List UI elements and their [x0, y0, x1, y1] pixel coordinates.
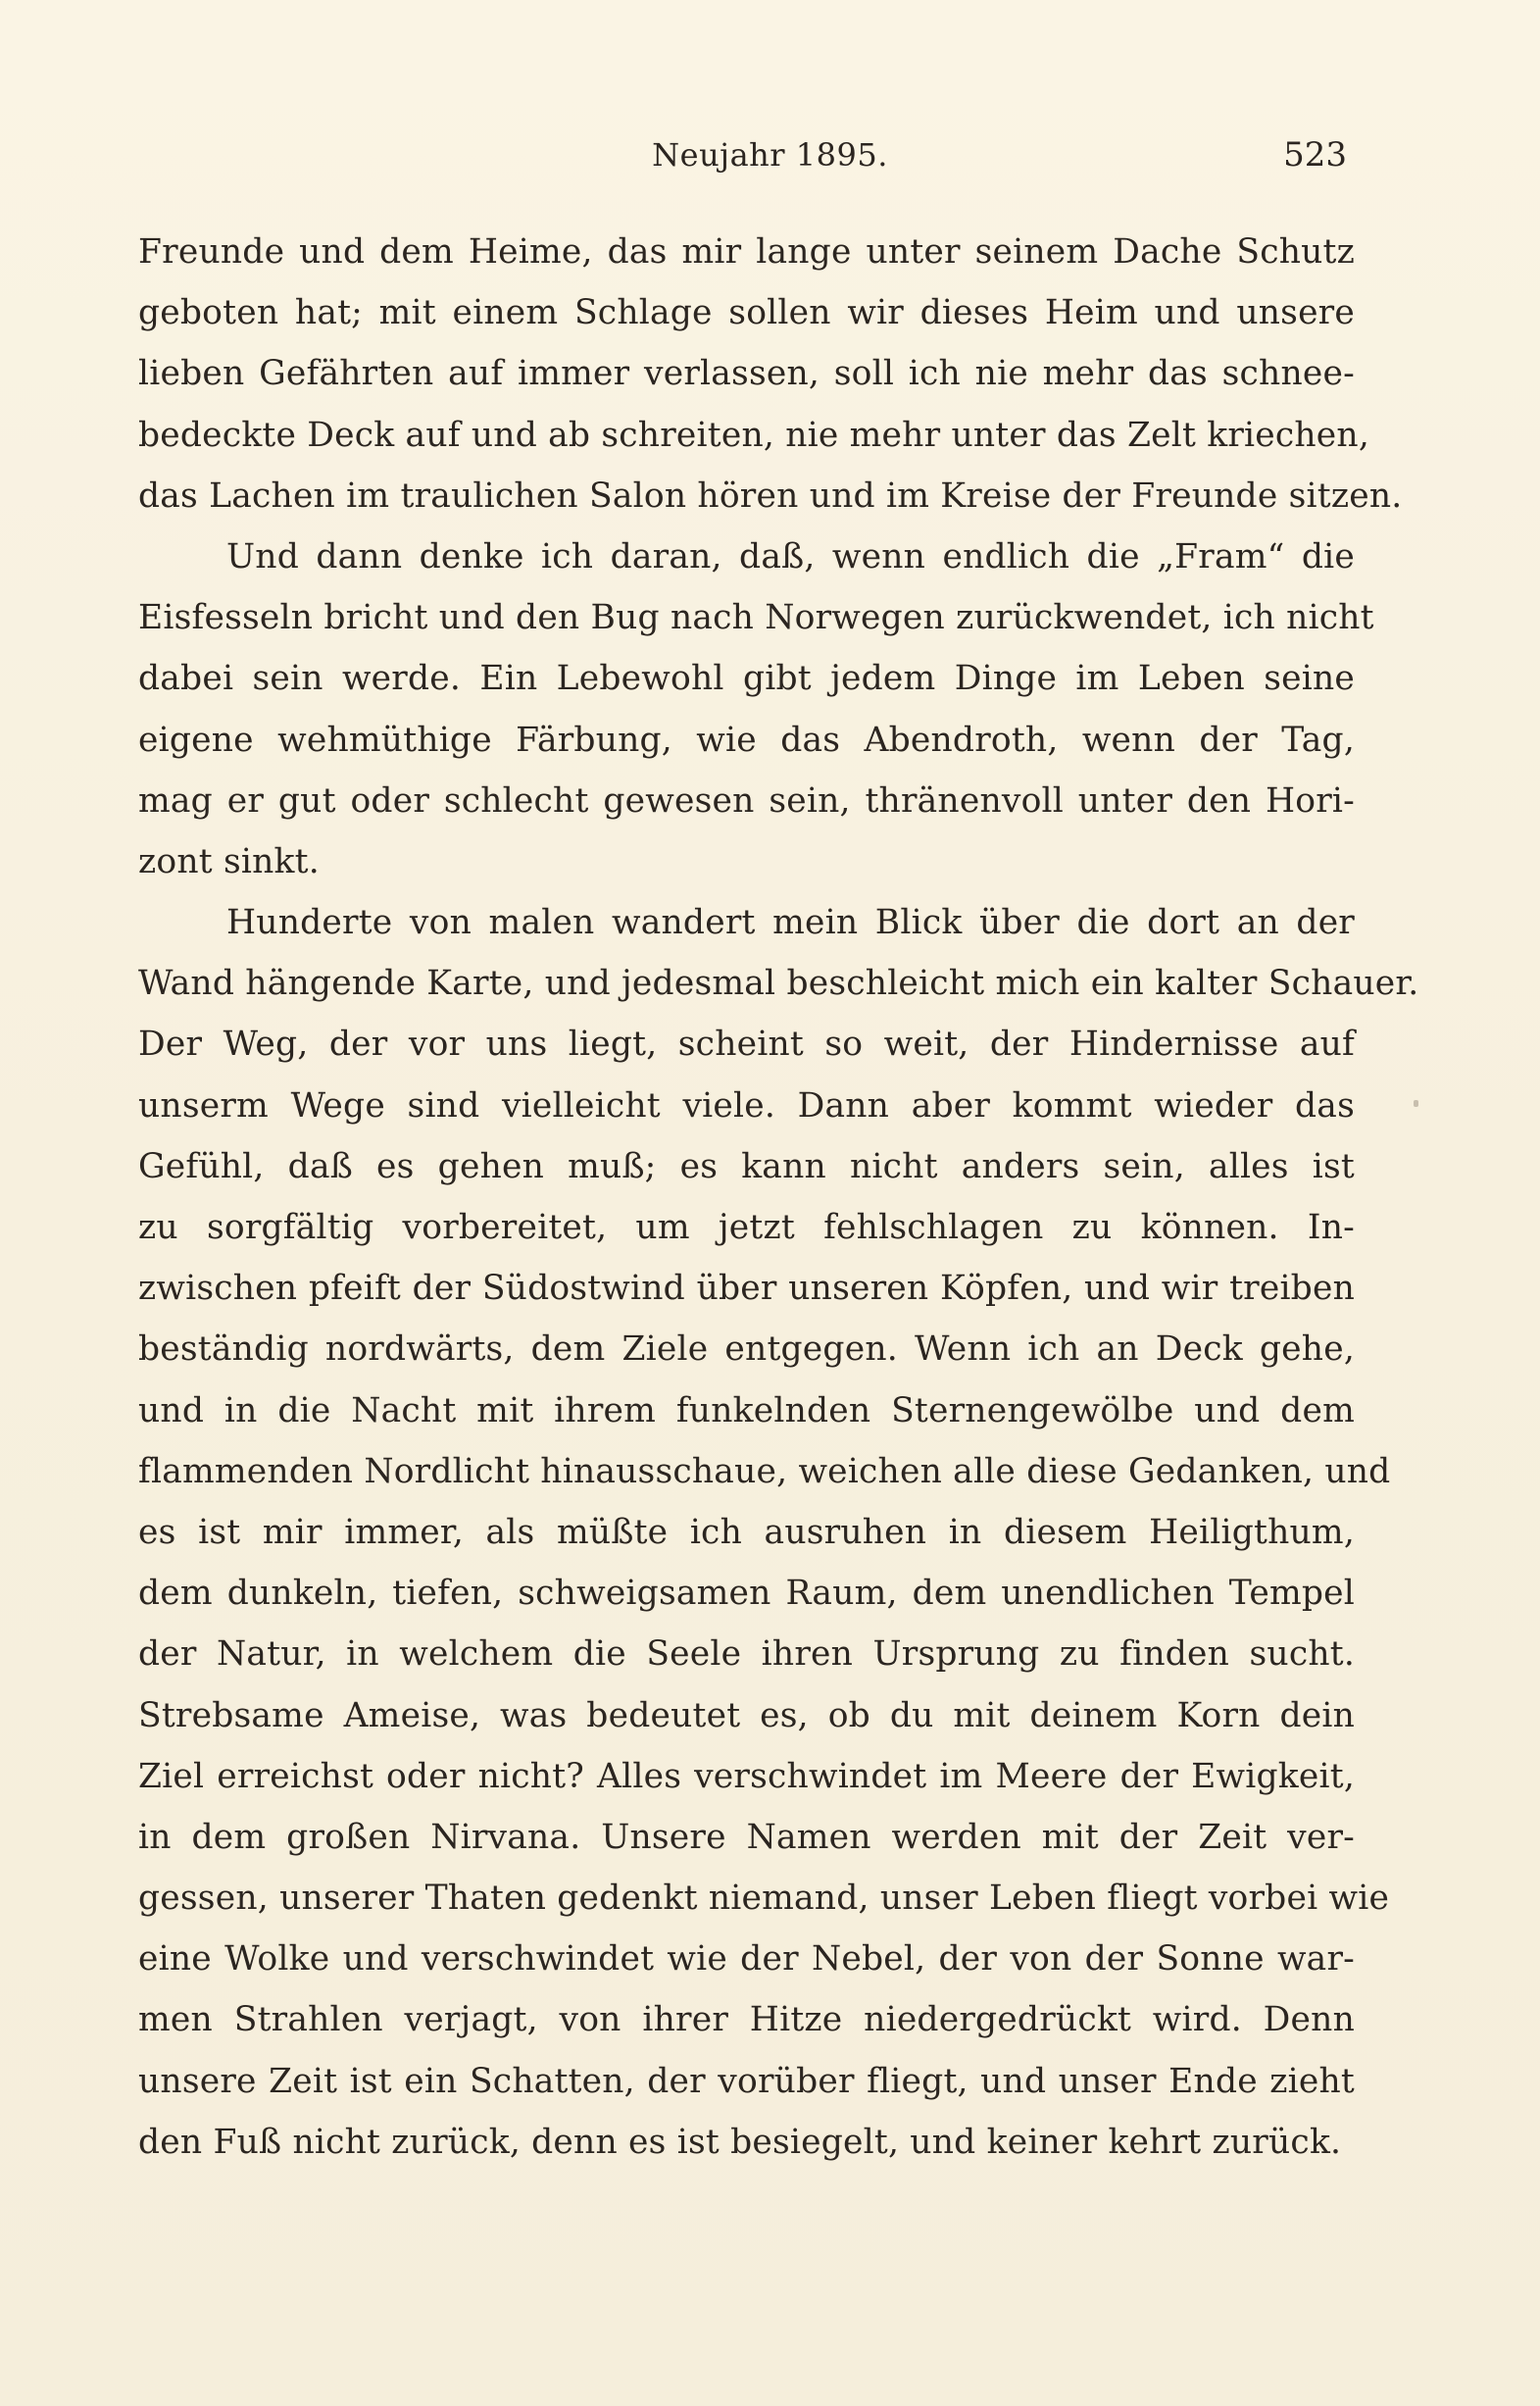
text-line: dabei sein werde. Ein Lebewohl gibt jedem Dinge im Leben seine: [138, 659, 1355, 699]
text-line: und in die Nacht mit ihrem funkelnden Sternengewölbe und dem: [138, 1390, 1355, 1430]
text-line: es ist mir immer, als müßte ich ausruhen in diesem Heiligthum,: [138, 1512, 1355, 1552]
text-line: men Strahlen verjagt, von ihrer Hitze niedergedrückt wird. Denn: [138, 2000, 1355, 2040]
text-line: beständig nordwärts, dem Ziele entgegen. Wenn ich an Deck gehe,: [138, 1329, 1355, 1370]
text-line: unsere Zeit ist ein Schatten, der vorüber fliegt, und unser Ende zieht: [138, 2061, 1355, 2101]
text-line: das Lachen im traulichen Salon hören und im Kreise der Freunde sitzen.: [138, 476, 1403, 516]
text-line: zwischen pfeift der Südostwind über unseren Köpfen, und wir treiben: [138, 1269, 1355, 1309]
paper-speck: [1414, 1100, 1418, 1107]
text-line: Eisfesseln bricht und den Bug nach Norwegen zurückwendet, ich nicht: [138, 598, 1374, 638]
text-line: eine Wolke und verschwindet wie der Nebel, der von der Sonne war-: [138, 1939, 1355, 1980]
text-line: Der Weg, der vor uns liegt, scheint so weit, der Hindernisse auf: [138, 1025, 1355, 1065]
running-title: Neujahr 1895.: [652, 136, 888, 174]
running-head: [0, 133, 1540, 176]
text-line: eigene wehmüthige Färbung, wie das Abendroth, wenn der Tag,: [138, 720, 1355, 760]
text-line: gessen, unserer Thaten gedenkt niemand, unser Leben fliegt vorbei wie: [138, 1879, 1390, 1919]
text-line: Strebsame Ameise, was bedeutet es, ob du mit deinem Korn dein: [138, 1695, 1355, 1735]
text-line: Ziel erreichst oder nicht? Alles verschwindet im Meere der Ewigkeit,: [138, 1756, 1355, 1796]
text-line: dem dunkeln, tiefen, schweigsamen Raum, dem unendlichen Tempel: [138, 1574, 1355, 1614]
text-line: bedeckte Deck auf und ab schreiten, nie mehr unter das Zelt kriechen,: [138, 415, 1370, 455]
text-line: in dem großen Nirvana. Unsere Namen werden mit der Zeit ver-: [138, 1817, 1355, 1857]
text-line: Freunde und dem Heime, das mir lange unter seinem Dache Schutz: [138, 232, 1355, 272]
text-line: mag er gut oder schlecht gewesen sein, thränenvoll unter den Hori-: [138, 780, 1355, 821]
text-line: geboten hat; mit einem Schlage sollen wir dieses Heim und unsere: [138, 293, 1355, 333]
paragraph-start-line: Hunderte von malen wandert mein Blick über die dort an der: [226, 903, 1355, 943]
text-line: zu sorgfältig vorbereitet, um jetzt fehlschlagen zu können. In-: [138, 1208, 1355, 1247]
text-line: unserm Wege sind vielleicht viele. Dann aber kommt wieder das: [138, 1085, 1355, 1126]
text-line: Wand hängende Karte, und jedesmal beschleicht mich ein kalter Schauer.: [138, 964, 1419, 1004]
text-line: Gefühl, daß es gehen muß; es kann nicht anders sein, alles ist: [138, 1146, 1355, 1186]
text-line: flammenden Nordlicht hinausschaue, weichen alle diese Gedanken, und: [138, 1451, 1391, 1491]
paragraph-start-line: Und dann denke ich daran, daß, wenn endlich die „Fram“ die: [226, 536, 1355, 576]
page-number: 523: [1283, 135, 1347, 175]
text-line: der Natur, in welchem die Seele ihren Ursprung zu finden sucht.: [138, 1634, 1355, 1675]
text-line: lieben Gefährten auf immer verlassen, soll ich nie mehr das schnee-: [138, 354, 1355, 394]
body-text: [138, 222, 1419, 2173]
text-line: zont sinkt.: [138, 841, 320, 881]
text-line: den Fuß nicht zurück, denn es ist besiegelt, und keiner kehrt zurück.: [138, 2122, 1342, 2162]
